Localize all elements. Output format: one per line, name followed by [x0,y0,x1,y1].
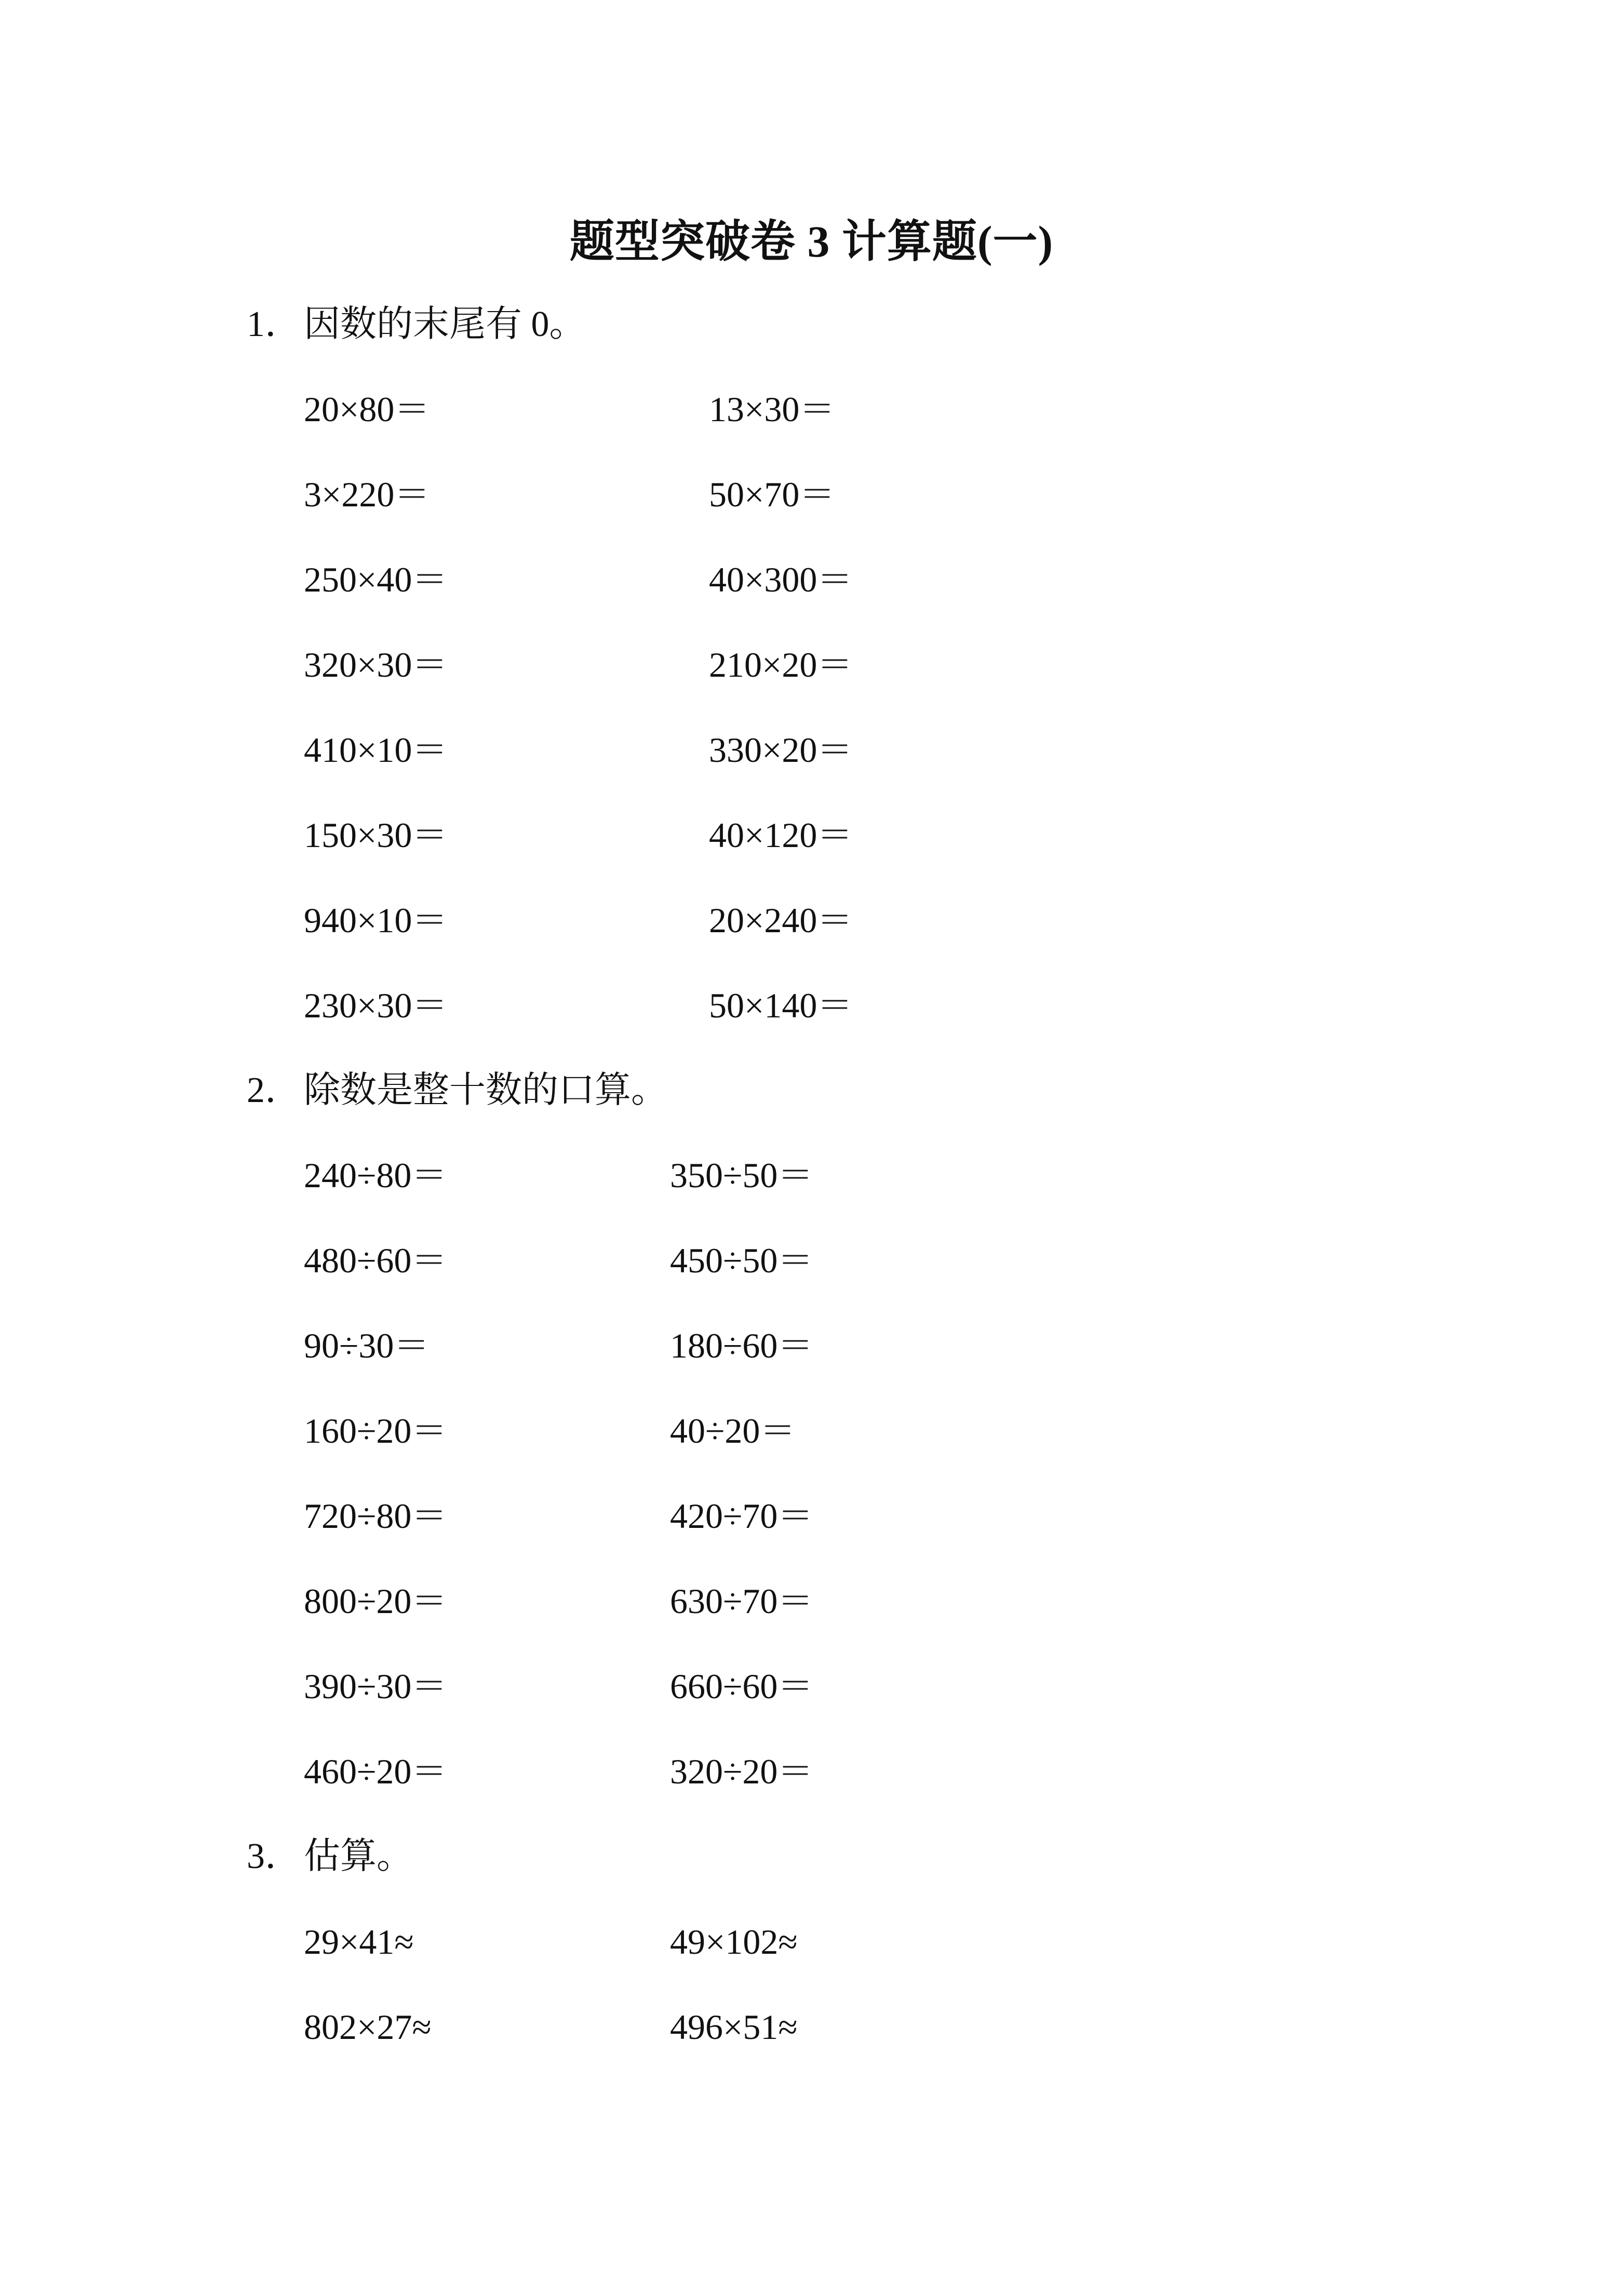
problem: 800÷20＝ [304,1581,447,1621]
section-1-title: 因数的末尾有 0。 [304,304,586,344]
problem: 350÷50＝ [670,1156,813,1195]
problem: 40×120＝ [709,815,853,855]
problem: 940×10＝ [304,901,448,940]
problem: 40÷20＝ [670,1411,796,1451]
problem: 50×70＝ [709,475,835,514]
problem: 20×80＝ [304,390,430,429]
section-2-number: 2． [247,1070,301,1110]
problem: 450÷50＝ [670,1241,813,1280]
section-2-heading [247,1065,667,1117]
problem: 240÷80＝ [304,1156,447,1195]
problem: 420÷70＝ [670,1496,813,1536]
problem: 330×20＝ [709,730,853,770]
section-1-heading [247,299,586,351]
section-2-title: 除数是整十数的口算。 [304,1070,667,1110]
page-title: 题型突破卷 3 计算题(一) [569,217,1054,266]
problem: 40×300＝ [709,560,853,599]
problem: 13×30＝ [709,390,835,429]
problem: 90÷30＝ [304,1326,430,1365]
problem: 410×10＝ [304,730,448,770]
problem: 230×30＝ [304,986,448,1025]
problem: 660÷60＝ [670,1667,813,1706]
section-1-number: 1． [247,304,301,344]
problem: 496×51≈ [670,2007,798,2047]
problem: 250×40＝ [304,560,448,599]
problem: 720÷80＝ [304,1496,447,1536]
problem: 320×30＝ [304,645,448,684]
problem: 480÷60＝ [304,1241,447,1280]
problem: 160÷20＝ [304,1411,447,1451]
problem: 460÷20＝ [304,1752,447,1791]
problem: 630÷70＝ [670,1581,813,1621]
problem: 20×240＝ [709,901,853,940]
section-3-heading [247,1831,413,1883]
problem: 29×41≈ [304,1922,414,1962]
problem: 150×30＝ [304,815,448,855]
section-3-title: 估算。 [304,1836,413,1876]
problem: 390÷30＝ [304,1667,447,1706]
problem: 49×102≈ [670,1922,798,1962]
problem: 210×20＝ [709,645,853,684]
problem: 180÷60＝ [670,1326,813,1365]
problem: 320÷20＝ [670,1752,813,1791]
problem: 3×220＝ [304,475,430,514]
problem: 802×27≈ [304,2007,432,2047]
problem: 50×140＝ [709,986,853,1025]
section-3-number: 3． [247,1836,301,1876]
